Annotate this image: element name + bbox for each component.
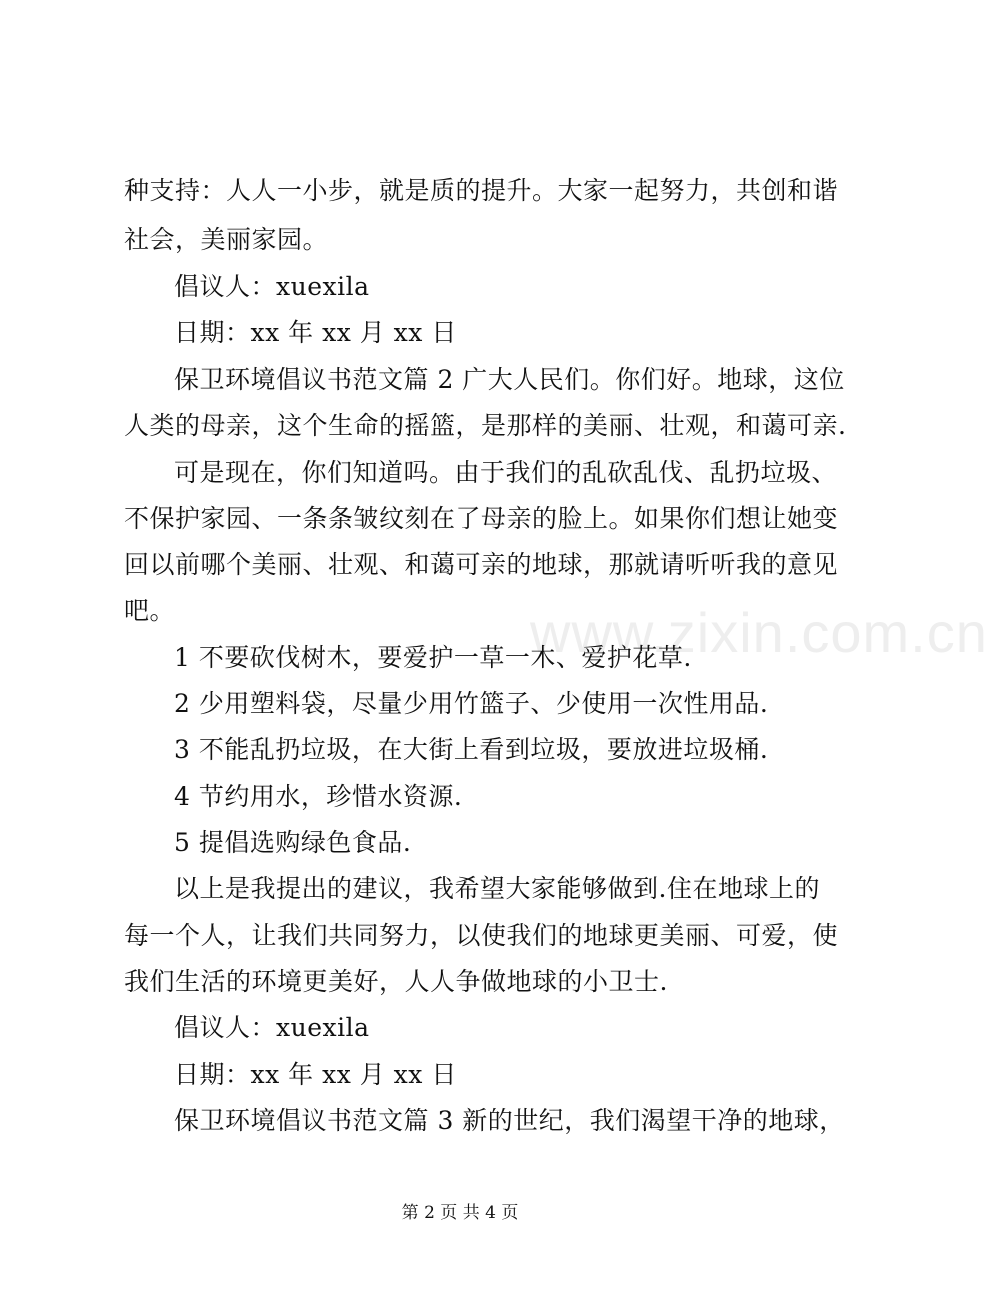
list-item: 1 不要砍伐树木，要爱护一草一木、爱护花草. [174, 643, 692, 672]
paragraph-line: 以上是我提出的建议，我希望大家能够做到.住在地球上的 [174, 874, 820, 903]
signature-line: 倡议人：xuexila [174, 1013, 370, 1042]
paragraph-line: 回以前哪个美丽、壮观、和蔼可亲的地球，那就请听听我的意见 [124, 550, 839, 579]
list-item: 4 节约用水，珍惜水资源. [174, 782, 463, 811]
paragraph-line: 保卫环境倡议书范文篇 2 广大人民们。你们好。地球，这位 [174, 365, 845, 394]
list-item: 3 不能乱扔垃圾，在大街上看到垃圾，要放进垃圾桶. [174, 735, 769, 764]
paragraph-line: 不保护家园、一条条皱纹刻在了母亲的脸上。如果你们想让她变 [124, 504, 839, 533]
date-line: 日期：xx 年 xx 月 xx 日 [174, 1060, 457, 1089]
page-footer: 第 2 页 共 4 页 [401, 1203, 519, 1223]
signature-line: 倡议人：xuexila [174, 272, 370, 301]
date-line: 日期：xx 年 xx 月 xx 日 [174, 318, 457, 347]
paragraph-line: 种支持：人人一小步，就是质的提升。大家一起努力，共创和谐 [124, 176, 839, 205]
paragraph-line: 保卫环境倡议书范文篇 3 新的世纪，我们渴望干净的地球， [174, 1106, 845, 1135]
paragraph-line: 吧。 [124, 596, 176, 625]
watermark-text: www.zixin.com.cn [530, 601, 988, 664]
paragraph-line: 人类的母亲，这个生命的摇篮，是那样的美丽、壮观，和蔼可亲. [124, 411, 847, 440]
list-item: 5 提倡选购绿色食品. [174, 828, 412, 857]
list-item: 2 少用塑料袋，尽量少用竹篮子、少使用一次性用品. [174, 689, 769, 718]
paragraph-line: 每一个人，让我们共同努力，以使我们的地球更美丽、可爱，使 [124, 921, 839, 950]
paragraph-line: 社会，美丽家园。 [124, 225, 329, 254]
paragraph-line: 可是现在，你们知道吗。由于我们的乱砍乱伐、乱扔垃圾、 [174, 458, 838, 487]
paragraph-line: 我们生活的环境更美好，人人争做地球的小卫士. [124, 967, 668, 996]
